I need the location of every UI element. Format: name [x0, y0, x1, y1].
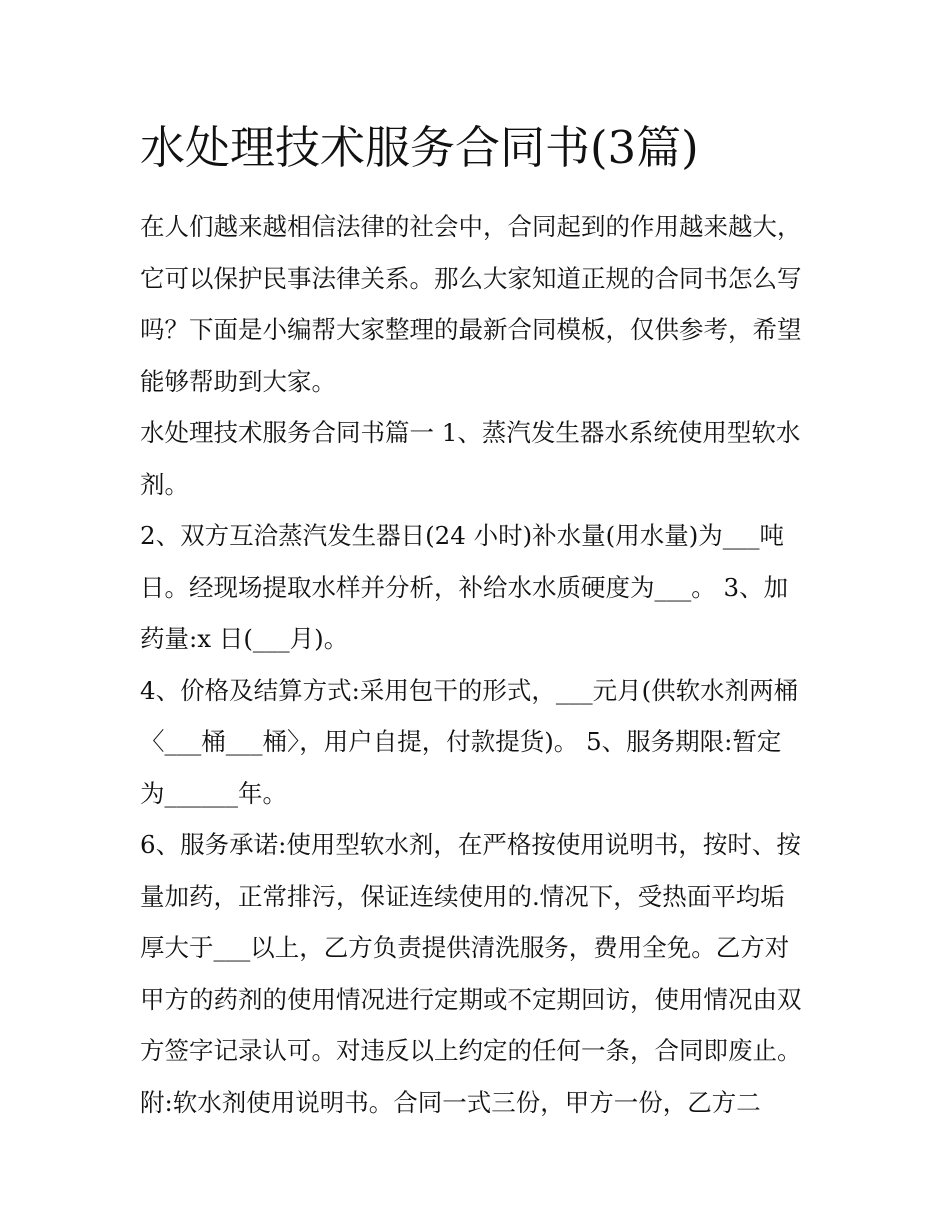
body-line: 剂。 — [140, 469, 189, 499]
body-line: 厚大于___以上，乙方负责提供清洗服务，费用全免。乙方对 — [140, 933, 790, 962]
body-line: 吗？下面是小编帮大家整理的最新合同模板，仅供参考，希望 — [140, 315, 802, 344]
body-line: 为______年。 — [140, 778, 287, 808]
body-line: 能够帮助到大家。 — [140, 366, 336, 396]
body-line: 甲方的药剂的使用情况进行定期或不定期回访，使用情况由双 — [140, 984, 802, 1014]
body-line: 4、价格及结算方式:采用包干的形式，___元月(供软水剂两桶 — [140, 675, 799, 705]
body-line: 日。经现场提取水样并分析，补给水水质硬度为___。 3、加 — [140, 572, 789, 602]
document-body — [140, 201, 822, 1128]
body-line: 6、服务承诺:使用型软水剂，在严格按使用说明书，按时、按 — [140, 830, 801, 859]
body-line: 〈___桶___桶〉，用户自提，付款提货)。 5、服务期限:暂定 — [140, 727, 782, 756]
body-line: 2、双方互洽蒸汽发生器日(24 小时)补水量(用水量)为___吨 — [140, 521, 785, 550]
document-title: 水处理技术服务合同书(3篇) — [140, 121, 699, 174]
body-line: 水处理技术服务合同书篇一 1、蒸汽发生器水系统使用型软水 — [140, 418, 801, 447]
body-line: 量加药，正常排污，保证连续使用的.情况下，受热面平均垢 — [140, 881, 785, 911]
body-line: 药量:x 日(___月)。 — [140, 624, 349, 653]
body-line: 它可以保护民事法律关系。那么大家知道正规的合同书怎么写 — [140, 263, 802, 293]
body-line: 在人们越来越相信法律的社会中，合同起到的作用越来越大， — [140, 212, 802, 241]
body-line: 附:软水剂使用说明书。合同一式三份，甲方一份，乙方二 — [140, 1087, 761, 1117]
body-line: 方签字记录认可。对违反以上约定的任何一条，合同即废止。 — [140, 1036, 802, 1065]
